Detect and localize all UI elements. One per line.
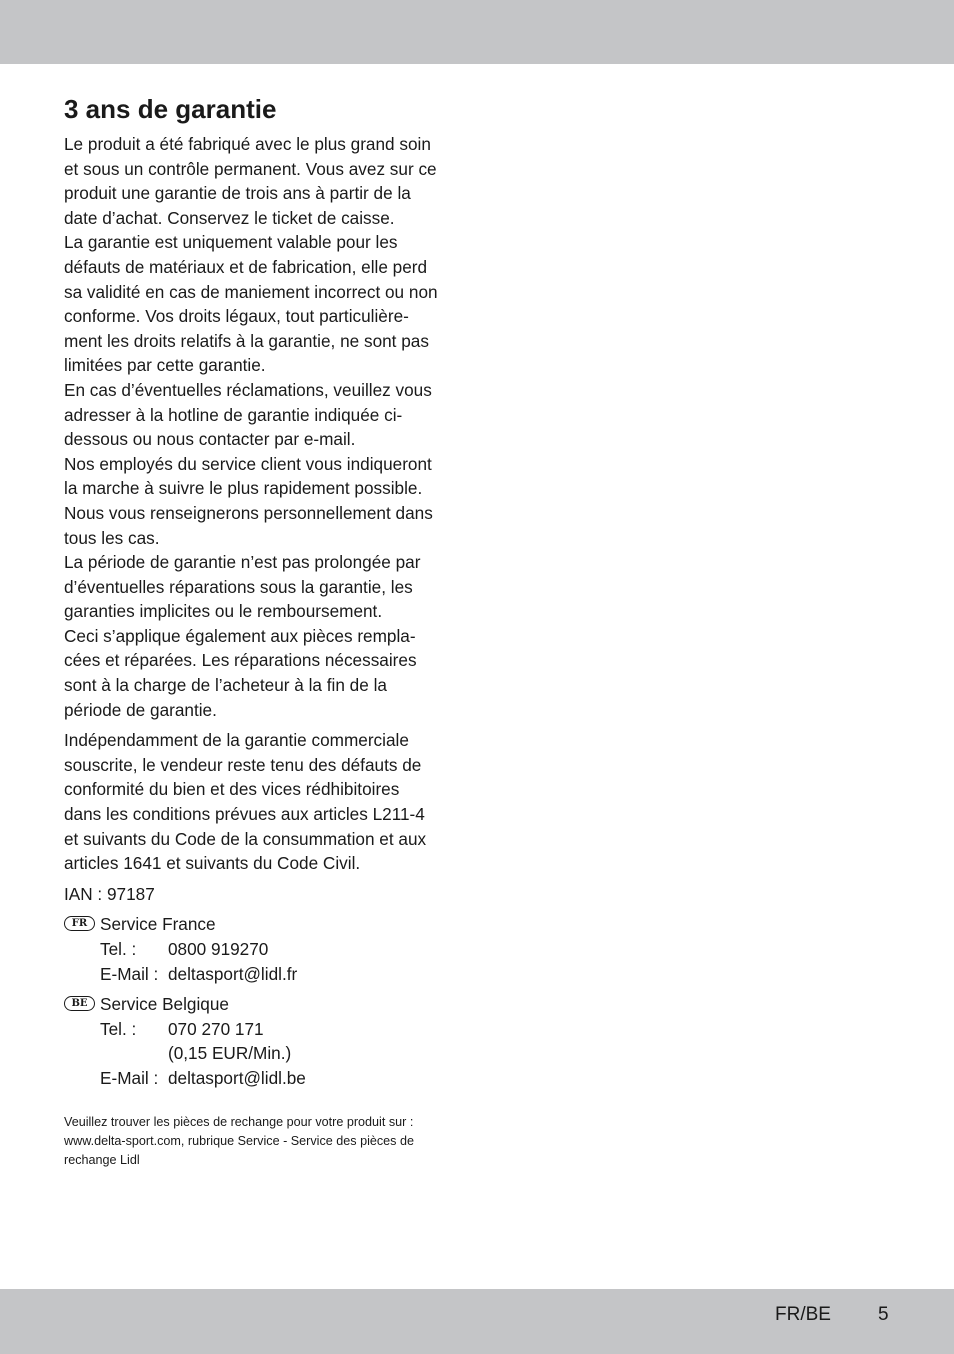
country-badge-be: BE [64, 996, 95, 1011]
note-line: www.delta-sport.com, rubrique Service - Service des pièces de [64, 1133, 414, 1148]
text-line: Nous vous renseignerons personnellement dans [64, 502, 433, 523]
text-line: La période de garantie n’est pas prolongée par [64, 552, 421, 573]
email-label: E-Mail : [100, 963, 159, 984]
text-line: La garantie est uniquement valable pour les [64, 232, 398, 253]
spare-parts-note [64, 1113, 456, 1170]
country-badge-fr: FR [64, 916, 95, 931]
email-address[interactable]: deltasport@lidl.fr [168, 963, 298, 984]
text-line: d’éventuelles réparations sous la garantie, les [64, 576, 413, 597]
phone-rate: (0,15 EUR/Min.) [168, 1043, 292, 1064]
page-number: 5 [878, 1304, 889, 1325]
text-line: la marche à suivre le plus rapidement possible. [64, 478, 423, 499]
text-line: ment les droits relatifs à la garantie, ne sont pas [64, 330, 429, 351]
warranty-text [64, 132, 456, 722]
text-line: et suivants du Code de la consummation et aux [64, 828, 427, 849]
note-line: rechange Lidl [64, 1152, 140, 1167]
text-line: période de garantie. [64, 699, 217, 720]
text-line: articles 1641 et suivants du Code Civil. [64, 853, 361, 874]
text-line: Le produit a été fabriqué avec le plus grand soin [64, 134, 431, 154]
text-line: sa validité en cas de maniement incorrect ou non [64, 281, 438, 302]
text-line: dessous ou nous contacter par e-mail. [64, 429, 356, 450]
ian-number: IAN : 97187 [64, 883, 155, 904]
phone-row [64, 1017, 456, 1042]
text-line: limitées par cette garantie. [64, 355, 266, 376]
text-line: cées et réparées. Les réparations nécessaires [64, 650, 417, 671]
text-line: adresser à la hotline de garantie indiquée ci- [64, 404, 403, 425]
text-line: tous les cas. [64, 527, 160, 548]
service-france [64, 912, 456, 986]
text-line: et sous un contrôle permanent. Vous avez sur ce [64, 158, 437, 179]
text-line: conforme. Vos droits légaux, tout particulière- [64, 306, 409, 327]
footer-language: FR/BE [775, 1304, 831, 1325]
service-belgique [64, 992, 456, 1090]
email-label: E-Mail : [100, 1067, 159, 1088]
text-line: En cas d’éventuelles réclamations, veuillez vous [64, 379, 432, 400]
text-line: sont à la charge de l’acheteur à la fin de la [64, 675, 387, 696]
page-title: 3 ans de garantie [64, 94, 277, 124]
email-address[interactable]: deltasport@lidl.be [168, 1067, 306, 1088]
warranty-section [64, 94, 456, 1170]
header-band [0, 0, 954, 64]
phone-label: Tel. : [100, 939, 137, 959]
text-line: souscrite, le vendeur reste tenu des défauts de [64, 754, 422, 775]
text-line: Ceci s’applique également aux pièces rempla- [64, 625, 416, 646]
text-line: défauts de matériaux et de fabrication, elle perd [64, 256, 428, 277]
text-line: dans les conditions prévues aux articles L211-4 [64, 804, 425, 825]
text-line: garanties implicites ou le remboursement. [64, 601, 383, 622]
phone-label: Tel. : [100, 1018, 137, 1039]
email-row [64, 962, 456, 987]
text-line: date d’achat. Conservez le ticket de caisse. [64, 207, 395, 228]
text-line: conformité du bien et des vices rédhibitoires [64, 779, 400, 800]
legal-notice [64, 728, 456, 876]
email-row [64, 1066, 456, 1091]
phone-row [64, 937, 456, 962]
text-line: Nos employés du service client vous indiqueront [64, 453, 432, 474]
note-line: Veuillez trouver les pièces de rechange pour votre produit sur : [64, 1114, 414, 1129]
text-line: produit une garantie de trois ans à partir de la [64, 183, 411, 204]
phone-rate-row [64, 1041, 456, 1066]
phone-number[interactable]: 0800 919270 [168, 939, 269, 959]
phone-number[interactable]: 070 270 171 [168, 1018, 264, 1039]
service-title: Service Belgique [100, 994, 229, 1015]
text-line: Indépendamment de la garantie commerciale [64, 730, 409, 751]
service-title: Service France [100, 914, 216, 935]
